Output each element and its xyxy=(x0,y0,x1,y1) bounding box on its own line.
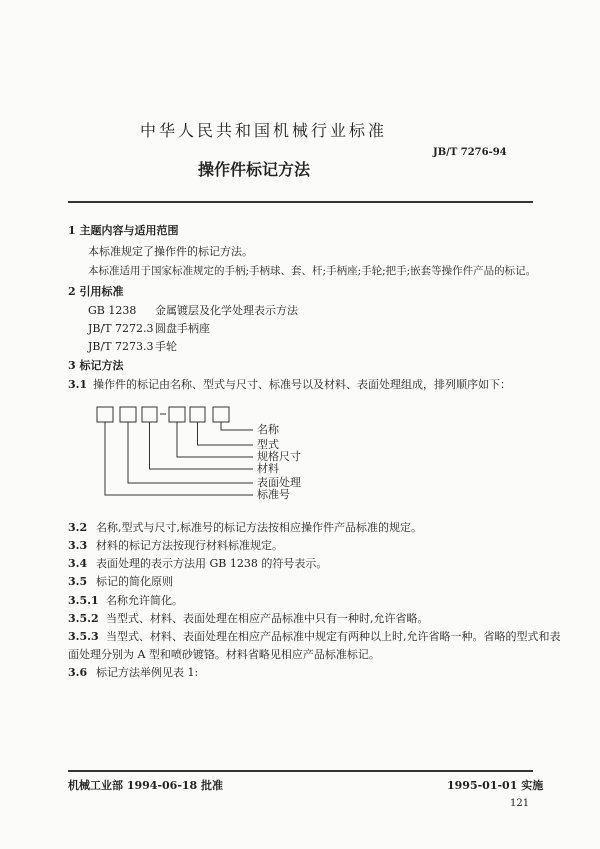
diagram-label: 名称 xyxy=(257,423,279,436)
section-2-title: 2 引用标准 xyxy=(68,285,124,298)
item-text: 当型式、材料、表面处理在相应产品标准中只有一种时,允许省略。 xyxy=(106,612,429,625)
leader-name xyxy=(221,422,253,430)
page-number: 121 xyxy=(510,798,530,809)
item-text: 材料的标记方法按现行材料标准规定。 xyxy=(96,539,283,552)
leader-standard xyxy=(105,422,253,495)
box-name xyxy=(213,407,229,422)
ref-code: JB/T 7273.3 xyxy=(88,340,154,353)
item-number: 3.5.2 xyxy=(68,612,99,625)
diagram-label: 型式 xyxy=(257,438,279,451)
section-1-title: 1 主题内容与适用范围 xyxy=(68,224,179,237)
item-number: 3.3 xyxy=(68,539,88,552)
ref-code: GB 1238 xyxy=(88,304,137,317)
box-size xyxy=(169,407,185,422)
item-text: 标记的简化原则 xyxy=(96,575,173,588)
item-number: 3.5.1 xyxy=(68,594,99,607)
approval-date: 机械工业部 1994-06-18 批准 xyxy=(68,779,224,792)
item-text: 名称允许简化。 xyxy=(106,594,183,607)
box-surface xyxy=(120,407,136,422)
s1-paragraph: 本标准适用于国家标准规定的手柄;手柄球、套、杆;手柄座;手轮;把手;嵌套等操作件产品的标记。 xyxy=(88,265,537,277)
item-number: 3.4 xyxy=(68,557,88,570)
box-material xyxy=(142,407,157,422)
item-text: 名称,型式与尺寸,标准号的标记方法按相应操作件产品标准的规定。 xyxy=(96,521,422,534)
box-type xyxy=(190,407,205,422)
item-number: 3.1 xyxy=(68,378,88,391)
issuing-org: 中华人民共和国机械行业标准 xyxy=(140,121,388,140)
leader-size xyxy=(177,422,253,457)
item-text: 面处理分别为 A 型和喷砂镀铬。材料省略见相应产品标准标记。 xyxy=(68,648,380,661)
ref-code: JB/T 7272.3 xyxy=(88,322,154,335)
s1-paragraph: 本标准规定了操作件的标记方法。 xyxy=(88,245,253,258)
section-3-title: 3 标记方法 xyxy=(68,359,124,372)
item-number: 3.5.3 xyxy=(68,630,99,643)
item-number: 3.2 xyxy=(68,521,88,534)
diagram-label: 材料 xyxy=(257,462,279,475)
ref-name: 手轮 xyxy=(155,340,177,353)
standard-code: JB/T 7276-94 xyxy=(433,147,507,158)
diagram-label: 规格尺寸 xyxy=(257,450,301,463)
box-standard-no xyxy=(97,407,113,422)
leader-type xyxy=(198,422,254,445)
diagram-label: 标准号 xyxy=(257,488,290,501)
doc-title: 操作件标记方法 xyxy=(198,160,311,179)
item-text: 操作件的标记由名称、型式与尺寸、标准号以及材料、表面处理组成，排列顺序如下： xyxy=(93,378,511,391)
item-number: 3.6 xyxy=(68,666,88,679)
item-text: 标记方法举例见表 1: xyxy=(96,666,199,679)
item-text: 当型式、材料、表面处理在相应产品标准中规定有两种以上时,允许省略一种。省略的型式和表 xyxy=(106,630,561,643)
ref-name: 圆盘手柄座 xyxy=(155,322,210,335)
item-text: 表面处理的表示方法用 GB 1238 的符号表示。 xyxy=(96,557,328,570)
diagram-label: 表面处理 xyxy=(257,476,301,489)
effective-date: 1995-01-01 实施 xyxy=(447,779,544,792)
footer-rule xyxy=(68,770,533,772)
leader-surface xyxy=(128,422,253,483)
item-number: 3.5 xyxy=(68,575,88,588)
ref-name: 金属镀层及化学处理表示方法 xyxy=(155,304,298,317)
